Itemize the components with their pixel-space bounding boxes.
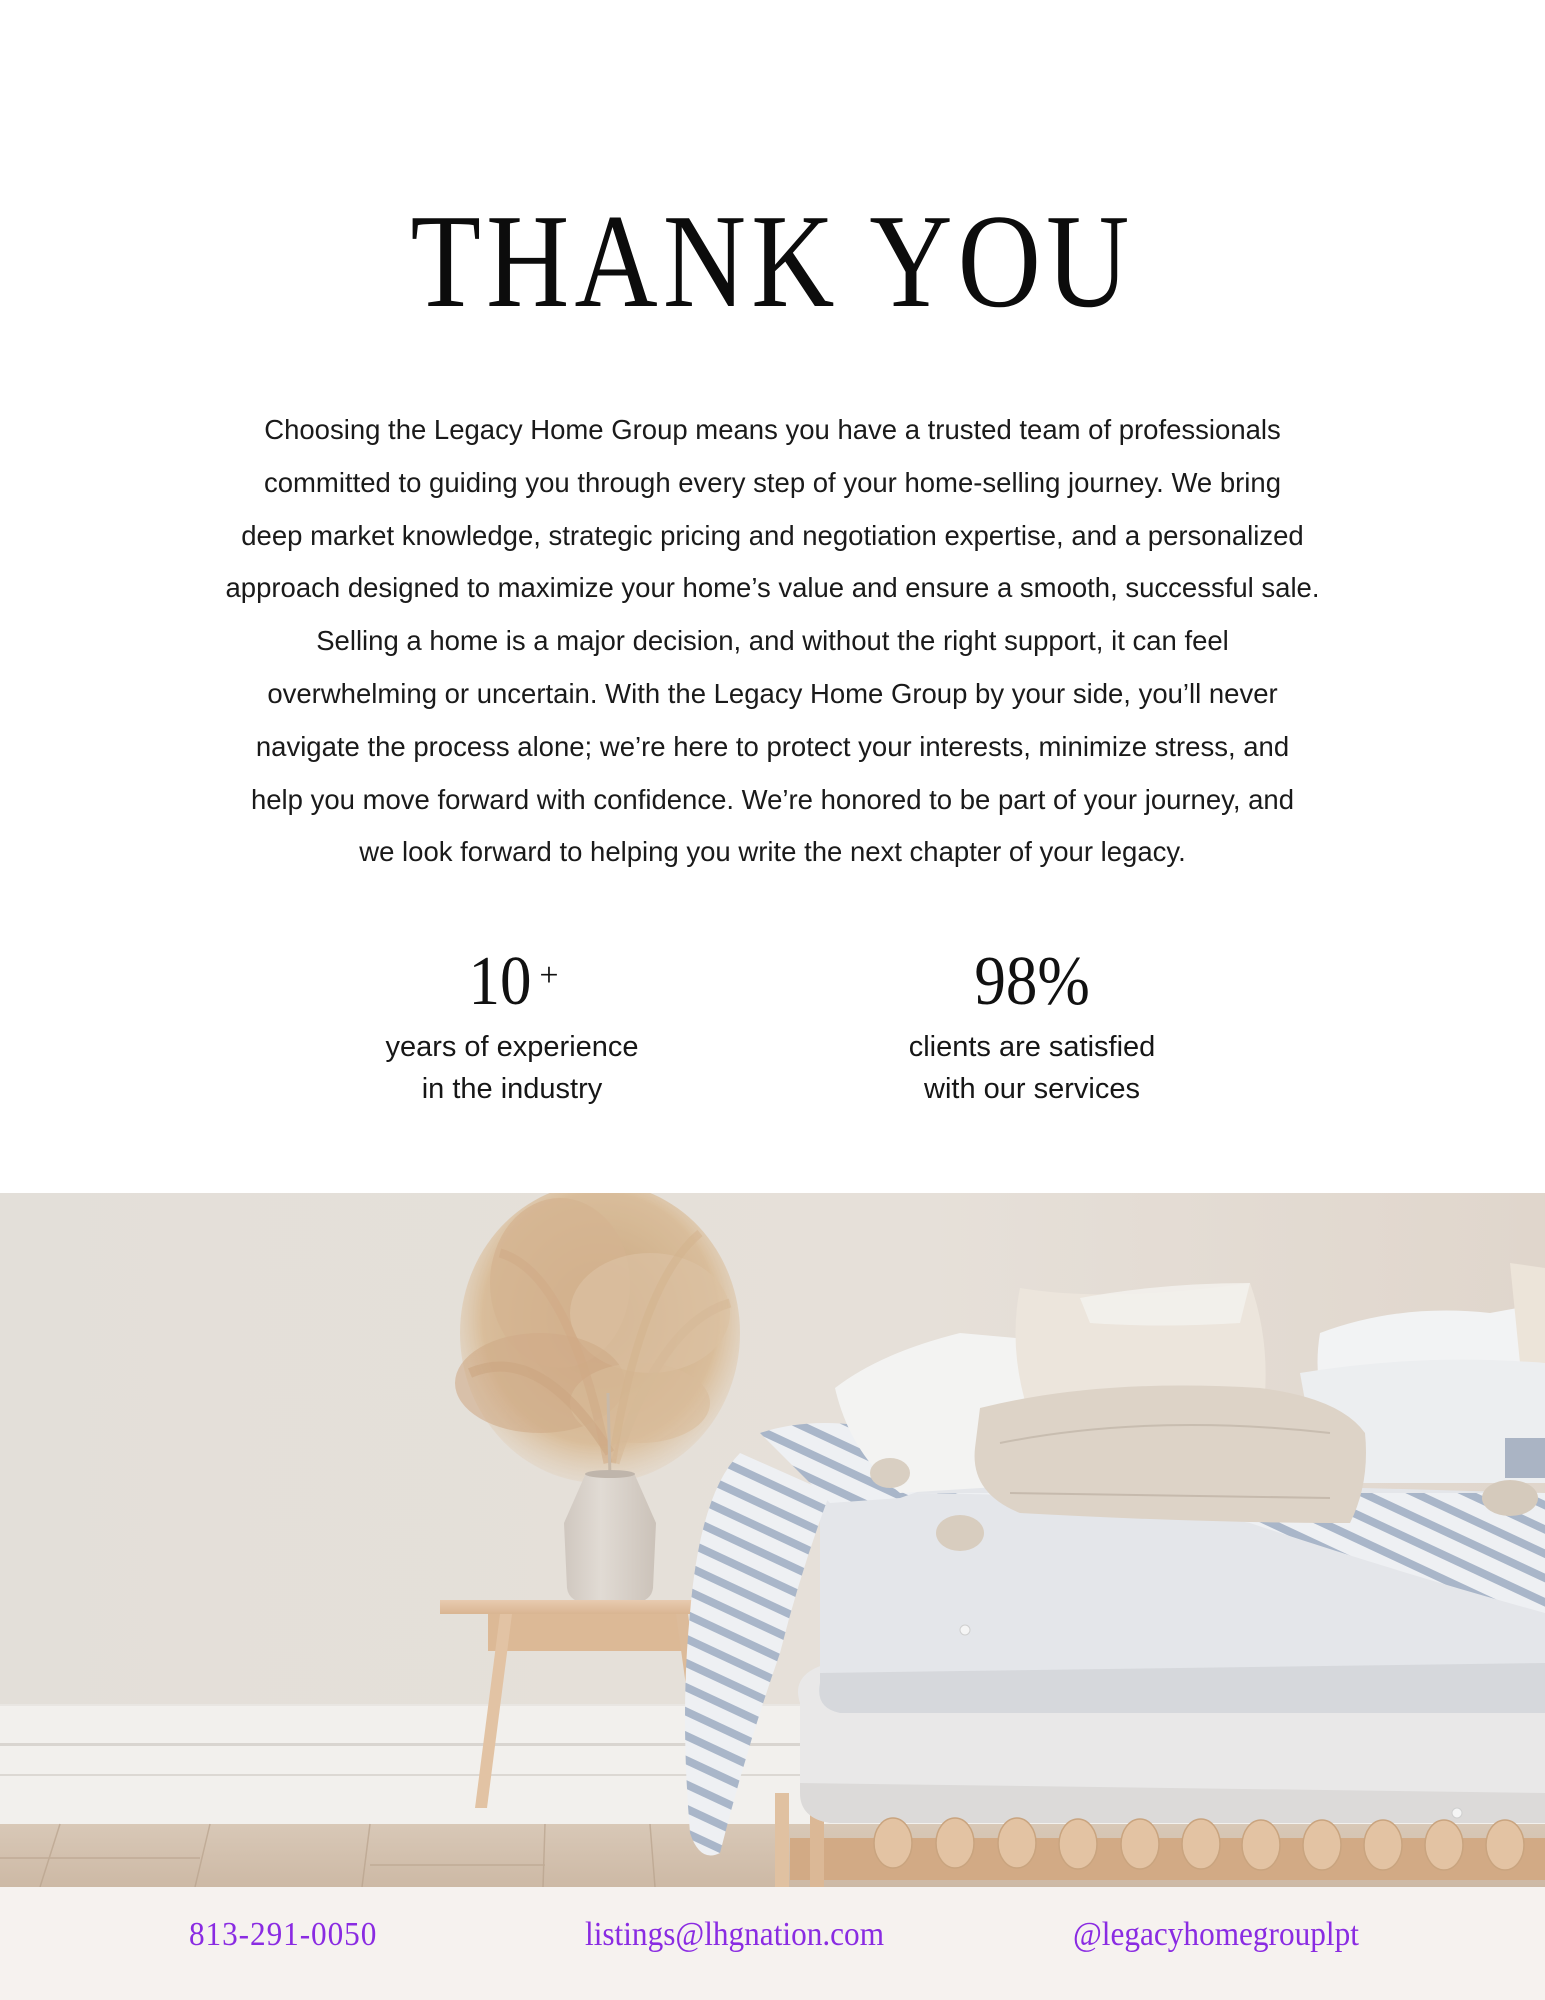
stat-label-line: years of experience <box>385 1031 639 1063</box>
stat-label <box>342 1026 682 1110</box>
contact-footer <box>0 1887 1545 2000</box>
page-title: THANK YOU <box>410 187 1135 335</box>
bedroom-photo <box>0 1193 1545 1887</box>
intro-line: overwhelming or uncertain. With the Legacy Home Group by your side, you’ll never <box>267 677 1278 709</box>
email-link[interactable]: listings@lhgnation.com <box>585 1916 885 1953</box>
social-handle-link[interactable]: @legacyhomegrouplpt <box>1073 1916 1359 1953</box>
stat-suffix: + <box>539 957 559 994</box>
intro-paragraph <box>100 404 1445 879</box>
intro-line: navigate the process alone; we’re here to protect your interests, minimize stress, and <box>255 730 1290 762</box>
intro-line: deep market knowledge, strategic pricing and negotiation expertise, and a personalized <box>241 519 1304 551</box>
stat-satisfaction <box>862 940 1202 1110</box>
intro-line: approach designed to maximize your home’s value and ensure a smooth, successful sale. <box>225 572 1320 604</box>
bedroom-illustration <box>0 1193 1545 1887</box>
intro-line: help you move forward with confidence. We’re honored to be part of your journey, and <box>250 783 1295 815</box>
intro-line: committed to guiding you through every step of your home-selling journey. We bring <box>263 466 1282 498</box>
stat-label-line: clients are satisfied <box>908 1031 1156 1063</box>
intro-line: Selling a home is a major decision, and without the right support, it can feel <box>316 625 1229 657</box>
stat-value: 98% <box>974 943 1090 1020</box>
stat-value: 10 <box>468 943 532 1020</box>
stat-experience <box>342 940 682 1110</box>
stat-label <box>862 1026 1202 1110</box>
phone-link[interactable]: 813-291-0050 <box>189 1916 378 1953</box>
stat-label-line: in the industry <box>421 1073 603 1105</box>
intro-line: we look forward to helping you write the next chapter of your legacy. <box>359 836 1186 868</box>
intro-line: Choosing the Legacy Home Group means you have a trusted team of professionals <box>264 414 1281 445</box>
stat-label-line: with our services <box>924 1073 1140 1105</box>
vase <box>564 1473 656 1603</box>
